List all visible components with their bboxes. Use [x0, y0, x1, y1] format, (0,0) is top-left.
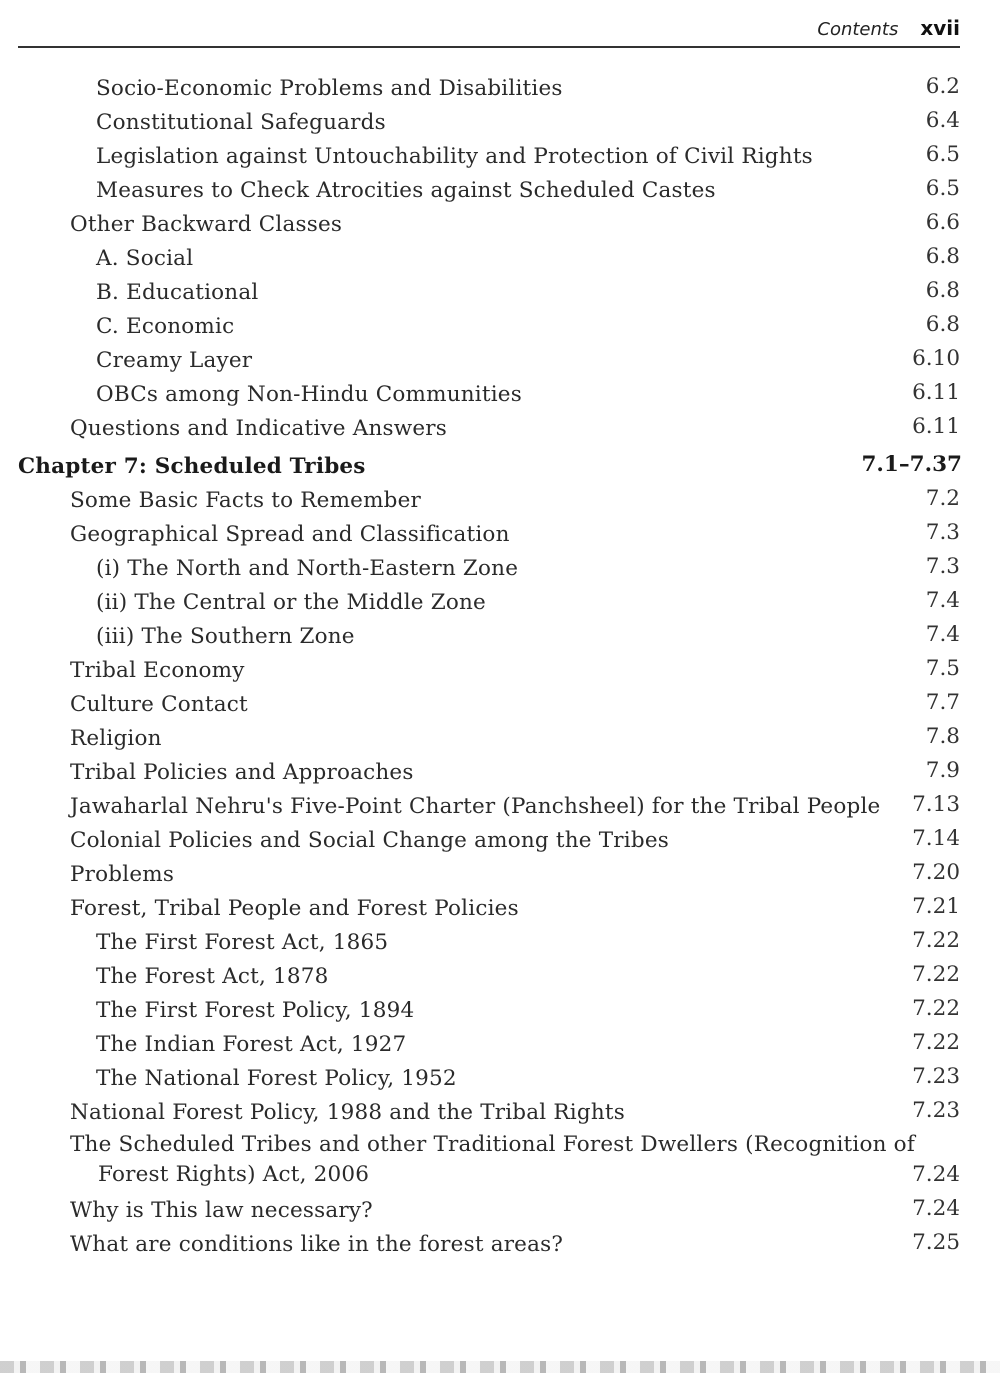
toc-entry-page: 6.11: [912, 414, 960, 439]
toc-entry-title: Culture Contact: [70, 692, 248, 717]
toc-entry-page: 6.5: [925, 176, 960, 201]
toc-entry: [0, 208, 1000, 242]
toc-entry-page: 7.22: [912, 996, 960, 1021]
toc-entry-title: B. Educational: [96, 280, 259, 305]
toc-entry-page: 6.8: [925, 244, 960, 269]
toc-entry-title: Jawaharlal Nehru's Five-Point Charter (Panchsheel) for the Tribal People: [70, 794, 881, 819]
toc-entry-title: Socio-Economic Problems and Disabilities: [96, 76, 563, 101]
toc-entry: [0, 1228, 1000, 1262]
toc-entry-page: 7.1–7.37: [861, 452, 962, 477]
toc-entry-title: Some Basic Facts to Remember: [70, 488, 422, 513]
toc-entry-title: C. Economic: [96, 314, 235, 339]
toc-entry: [0, 484, 1000, 518]
toc-entry-title: Geographical Spread and Classification: [70, 522, 510, 547]
toc-entry: [0, 1028, 1000, 1062]
toc-entry-page: 7.22: [912, 962, 960, 987]
toc-entry-title: [70, 1130, 915, 1190]
toc-entry: [0, 140, 1000, 174]
toc-entry: [0, 310, 1000, 344]
toc-entry-page: 7.7: [925, 690, 960, 715]
toc-entry: [0, 552, 1000, 586]
toc-entry-title: Why is This law necessary?: [70, 1198, 373, 1223]
running-header-title: Contents: [817, 19, 899, 40]
toc-entry: [0, 72, 1000, 106]
toc-entry: [0, 654, 1000, 688]
toc-entry-page: 7.13: [912, 792, 960, 817]
toc-entry-title: A. Social: [96, 246, 194, 271]
toc-entry-title: (iii) The Southern Zone: [96, 624, 355, 649]
toc-entry-title: Colonial Policies and Social Change among the Tribes: [70, 828, 669, 853]
toc-entry-page: 6.8: [925, 312, 960, 337]
toc-entry-title: Constitutional Safeguards: [96, 110, 386, 135]
toc-entry-page: 7.14: [912, 826, 960, 851]
toc-entry: [0, 1130, 1000, 1194]
toc-entry-title: Forest, Tribal People and Forest Policies: [70, 896, 519, 921]
toc-entry: [0, 174, 1000, 208]
toc-entry-page: 7.3: [925, 554, 960, 579]
toc-entry-page: 7.23: [912, 1064, 960, 1089]
toc-entry-title: Legislation against Untouchability and Protection of Civil Rights: [96, 144, 813, 169]
toc-entry: [0, 926, 1000, 960]
toc-entry: [0, 344, 1000, 378]
toc-entry-page: 6.11: [912, 380, 960, 405]
toc-entry: [0, 106, 1000, 140]
toc-entry-title: Creamy Layer: [96, 348, 253, 373]
toc-entry-title: Measures to Check Atrocities against Scheduled Castes: [96, 178, 716, 203]
toc-entry-title: National Forest Policy, 1988 and the Tribal Rights: [70, 1100, 625, 1125]
toc-entry: [0, 1096, 1000, 1130]
toc-entry-page: 7.23: [912, 1098, 960, 1123]
toc-entry: [0, 276, 1000, 310]
toc-entry-title: Religion: [70, 726, 162, 751]
toc-entry-page: 7.20: [912, 860, 960, 885]
toc-entry-page: 7.22: [912, 928, 960, 953]
header-rule: [18, 46, 960, 48]
table-of-contents: [0, 72, 1000, 1262]
toc-entry: [0, 824, 1000, 858]
toc-entry-page: 7.21: [912, 894, 960, 919]
toc-entry-title: (i) The North and North-Eastern Zone: [96, 556, 519, 581]
toc-entry: [0, 858, 1000, 892]
toc-entry-title: Other Backward Classes: [70, 212, 343, 237]
toc-entry: [0, 412, 1000, 446]
toc-entry-title: The National Forest Policy, 1952: [96, 1066, 457, 1091]
toc-entry-page: 7.3: [925, 520, 960, 545]
toc-entry: [0, 586, 1000, 620]
toc-entry-title: Tribal Policies and Approaches: [70, 760, 414, 785]
toc-entry-page: 7.22: [912, 1030, 960, 1055]
toc-entry-page: 6.10: [912, 346, 960, 371]
toc-entry: [0, 242, 1000, 276]
toc-entry-title: Chapter 7: Scheduled Tribes: [18, 454, 366, 479]
toc-entry: [0, 620, 1000, 654]
toc-entry: [0, 994, 1000, 1028]
toc-entry-title: The Indian Forest Act, 1927: [96, 1032, 407, 1057]
toc-entry: [0, 790, 1000, 824]
toc-entry: [0, 1062, 1000, 1096]
running-header: [817, 16, 960, 40]
toc-entry-page: 6.4: [925, 108, 960, 133]
chapter-heading: [0, 450, 1000, 484]
toc-entry-page: 6.5: [925, 142, 960, 167]
toc-entry-page: 7.24: [912, 1196, 960, 1221]
toc-entry-title: The First Forest Policy, 1894: [96, 998, 415, 1023]
toc-entry-title: (ii) The Central or the Middle Zone: [96, 590, 486, 615]
toc-entry-page: 7.5: [925, 656, 960, 681]
toc-entry-page: 7.9: [925, 758, 960, 783]
toc-entry: [0, 378, 1000, 412]
toc-entry-page: 7.24: [912, 1162, 960, 1187]
toc-entry-title: Problems: [70, 862, 175, 887]
page-bottom-edge: [0, 1361, 1000, 1373]
toc-entry-page: 7.4: [925, 588, 960, 613]
page-number: xvii: [920, 16, 960, 40]
toc-entry-page: 6.6: [925, 210, 960, 235]
toc-entry-page: 6.2: [925, 74, 960, 99]
toc-entry: [0, 722, 1000, 756]
toc-entry: [0, 518, 1000, 552]
toc-entry: [0, 892, 1000, 926]
toc-entry-page: 7.25: [912, 1230, 960, 1255]
toc-entry-title: Tribal Economy: [70, 658, 245, 683]
toc-entry: [0, 1194, 1000, 1228]
toc-entry-page: 7.2: [925, 486, 960, 511]
toc-entry-title: What are conditions like in the forest areas?: [70, 1232, 564, 1257]
toc-entry: [0, 960, 1000, 994]
toc-entry-page: 6.8: [925, 278, 960, 303]
toc-entry-title: Questions and Indicative Answers: [70, 416, 447, 441]
toc-entry-page: 7.8: [925, 724, 960, 749]
toc-entry-title-line1: The Scheduled Tribes and other Traditional Forest Dwellers (Recognition of: [70, 1132, 915, 1157]
toc-entry: [0, 688, 1000, 722]
toc-entry-page: 7.4: [925, 622, 960, 647]
toc-entry-title: The Forest Act, 1878: [96, 964, 329, 989]
toc-entry: [0, 756, 1000, 790]
toc-entry-title: OBCs among Non-Hindu Communities: [96, 382, 522, 407]
toc-entry-title: The First Forest Act, 1865: [96, 930, 389, 955]
toc-entry-title-line2: Forest Rights) Act, 2006: [98, 1162, 370, 1187]
